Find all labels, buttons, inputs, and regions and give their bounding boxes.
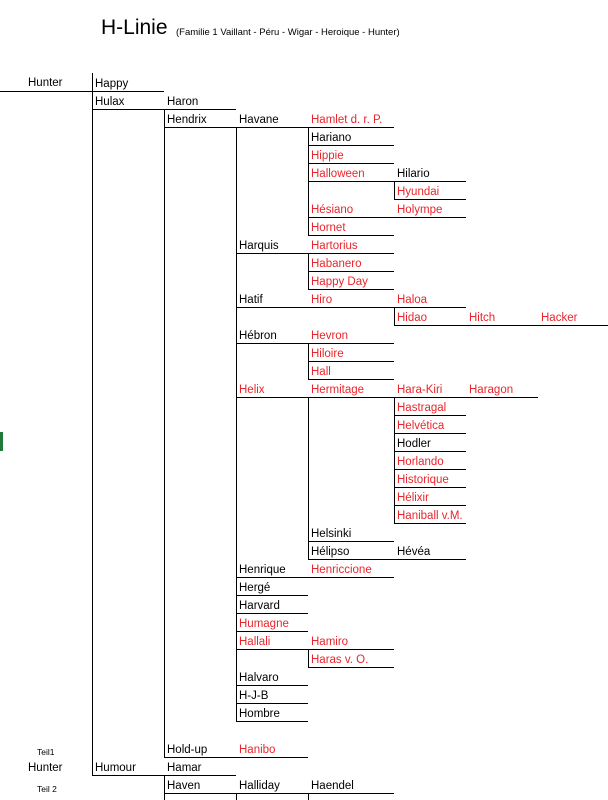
line-hulax bbox=[92, 109, 164, 110]
connector-havane bbox=[308, 127, 309, 235]
line-habanero bbox=[308, 271, 394, 272]
node-historique: Historique bbox=[397, 474, 449, 486]
label-teil2: Teil 2 bbox=[37, 784, 57, 794]
line-henriccione bbox=[308, 577, 394, 578]
node-hastragal: Hastragal bbox=[397, 402, 447, 414]
line-hendrix bbox=[164, 127, 236, 128]
node-hiloire: Hiloire bbox=[311, 348, 344, 360]
node-hesiano: Hésiano bbox=[311, 204, 354, 216]
node-helixir: Hélixir bbox=[397, 492, 429, 504]
node-halliday: Halliday bbox=[239, 780, 280, 792]
node-henrique: Henrique bbox=[239, 564, 286, 576]
node-humagne: Humagne bbox=[239, 618, 289, 630]
node-hamar: Hamar bbox=[167, 762, 202, 774]
node-haragon: Haragon bbox=[469, 384, 514, 396]
line-halvaro bbox=[236, 685, 308, 686]
line-haniball bbox=[394, 523, 466, 524]
line-hallali bbox=[236, 649, 308, 650]
node-haron: Haron bbox=[167, 96, 199, 108]
page-title: H-Linie bbox=[101, 16, 168, 39]
line-hitch bbox=[466, 325, 538, 326]
line-hippie bbox=[308, 163, 394, 164]
node-humour: Humour bbox=[95, 762, 136, 774]
node-haniball: Haniball v.M. bbox=[397, 510, 463, 522]
node-hidao: Hidao bbox=[397, 312, 428, 324]
node-havane: Havane bbox=[239, 114, 279, 126]
node-hulax: Hulax bbox=[95, 96, 125, 108]
line-harvard bbox=[236, 613, 308, 614]
node-hold-up: Hold-up bbox=[167, 744, 208, 756]
line-hamar bbox=[164, 775, 236, 776]
line-humour bbox=[92, 775, 164, 776]
line-humagne bbox=[236, 631, 308, 632]
connector-humour bbox=[164, 775, 165, 800]
node-habanero: Habanero bbox=[311, 258, 362, 270]
line-havane bbox=[236, 127, 308, 128]
node-hunter-bottom: Hunter bbox=[28, 762, 63, 774]
node-hilario: Hilario bbox=[397, 168, 430, 180]
connector-harquis bbox=[308, 253, 309, 289]
line-happy bbox=[92, 91, 164, 92]
node-helipso: Hélipso bbox=[311, 546, 350, 558]
line-helsinki bbox=[308, 541, 394, 542]
node-holympe: Holympe bbox=[397, 204, 443, 216]
line-haven bbox=[164, 793, 236, 794]
node-hermitage: Hermitage bbox=[311, 384, 365, 396]
node-helvetica: Helvética bbox=[397, 420, 445, 432]
node-hendrix: Hendrix bbox=[167, 114, 207, 126]
line-helix bbox=[236, 397, 308, 398]
line-hornet bbox=[308, 235, 394, 236]
node-haendel: Haendel bbox=[311, 780, 354, 792]
node-hebron: Hébron bbox=[239, 330, 277, 342]
line-hastragal bbox=[394, 415, 466, 416]
line-helixir bbox=[394, 505, 466, 506]
node-hevron: Hevron bbox=[311, 330, 349, 342]
line-historique bbox=[394, 487, 466, 488]
node-hitch: Hitch bbox=[469, 312, 496, 324]
connector-hermitage bbox=[394, 397, 395, 523]
line-hanibo bbox=[236, 757, 308, 758]
green-cell-marker bbox=[0, 432, 3, 451]
node-harvard: Harvard bbox=[239, 600, 280, 612]
line-herge bbox=[236, 595, 308, 596]
line-halliday bbox=[236, 793, 308, 794]
line-hevea bbox=[394, 559, 466, 560]
node-haven: Haven bbox=[167, 780, 201, 792]
line-hermitage bbox=[308, 397, 394, 398]
node-hartorius: Hartorius bbox=[311, 240, 358, 252]
connector-hendrix bbox=[236, 127, 237, 722]
line-hall bbox=[308, 379, 394, 380]
node-helix: Helix bbox=[239, 384, 265, 396]
connector-helix bbox=[308, 397, 309, 559]
line-hunter-top bbox=[0, 91, 92, 92]
node-haloa: Haloa bbox=[397, 294, 428, 306]
node-hacker: Hacker bbox=[541, 312, 578, 324]
line-halloween bbox=[308, 181, 394, 182]
node-halvaro: Halvaro bbox=[239, 672, 279, 684]
node-helsinki: Helsinki bbox=[311, 528, 352, 540]
node-happy: Happy bbox=[95, 78, 129, 90]
line-horlando bbox=[394, 469, 466, 470]
line-holympe bbox=[394, 217, 466, 218]
node-hodler: Hodler bbox=[397, 438, 431, 450]
node-harquis: Harquis bbox=[239, 240, 279, 252]
line-hilario bbox=[394, 181, 466, 182]
node-hamlet: Hamlet d. r. P. bbox=[311, 114, 383, 126]
label-teil1: Teil1 bbox=[37, 747, 55, 757]
line-hiro bbox=[308, 307, 394, 308]
line-henrique bbox=[236, 577, 308, 578]
line-hariano bbox=[308, 145, 394, 146]
node-halloween: Halloween bbox=[311, 168, 365, 180]
line-hodler bbox=[394, 451, 466, 452]
line-hamiro bbox=[308, 649, 394, 650]
line-hevron bbox=[308, 343, 394, 344]
connector-hallali bbox=[308, 649, 309, 667]
node-hyundai: Hyundai bbox=[397, 186, 440, 198]
line-haendel bbox=[308, 793, 394, 794]
line-happy-day bbox=[308, 289, 394, 290]
node-hevea: Hévéa bbox=[397, 546, 431, 558]
line-hjb bbox=[236, 703, 308, 704]
line-hombre bbox=[236, 721, 308, 722]
node-haras: Haras v. O. bbox=[311, 654, 369, 666]
line-hara-kiri bbox=[394, 397, 466, 398]
node-henriccione: Henriccione bbox=[311, 564, 372, 576]
line-hamlet bbox=[308, 127, 394, 128]
line-helvetica bbox=[394, 433, 466, 434]
node-hamiro: Hamiro bbox=[311, 636, 349, 648]
line-hyundai bbox=[394, 199, 466, 200]
line-hatif bbox=[236, 307, 308, 308]
connector-hiro bbox=[394, 307, 395, 325]
line-hartorius bbox=[308, 253, 394, 254]
line-hebron bbox=[236, 343, 308, 344]
line-hiloire bbox=[308, 361, 394, 362]
connector-hulax bbox=[164, 109, 165, 758]
connector-hunter bbox=[92, 73, 93, 776]
node-hombre: Hombre bbox=[239, 708, 280, 720]
node-hjb: H-J-B bbox=[239, 690, 269, 702]
node-herge: Hergé bbox=[239, 582, 271, 594]
node-hippie: Hippie bbox=[311, 150, 344, 162]
page-subtitle: (Familie 1 Vaillant - Péru - Wigar - Heroique - Hunter) bbox=[176, 27, 400, 38]
line-harquis bbox=[236, 253, 308, 254]
line-hidao bbox=[394, 325, 466, 326]
node-hanibo: Hanibo bbox=[239, 744, 276, 756]
line-haragon bbox=[466, 397, 538, 398]
line-hesiano bbox=[308, 217, 394, 218]
line-hacker bbox=[538, 325, 608, 326]
connector-haven bbox=[236, 793, 237, 800]
line-haron bbox=[164, 109, 236, 110]
node-hariano: Hariano bbox=[311, 132, 352, 144]
node-hallali: Hallali bbox=[239, 636, 271, 648]
node-hall: Hall bbox=[311, 366, 331, 378]
node-hunter: Hunter bbox=[28, 77, 63, 89]
line-hold-up bbox=[164, 757, 236, 758]
connector-hebron bbox=[308, 343, 309, 379]
line-haloa bbox=[394, 307, 466, 308]
connector-halloween bbox=[394, 181, 395, 199]
node-horlando: Horlando bbox=[397, 456, 444, 468]
node-happy-day: Happy Day bbox=[311, 276, 368, 288]
node-hara-kiri: Hara-Kiri bbox=[397, 384, 443, 396]
line-haras bbox=[308, 667, 394, 668]
node-hatif: Hatif bbox=[239, 294, 263, 306]
node-hiro: Hiro bbox=[311, 294, 333, 306]
line-helipso bbox=[308, 559, 394, 560]
connector-halliday bbox=[308, 793, 309, 800]
node-hornet: Hornet bbox=[311, 222, 346, 234]
